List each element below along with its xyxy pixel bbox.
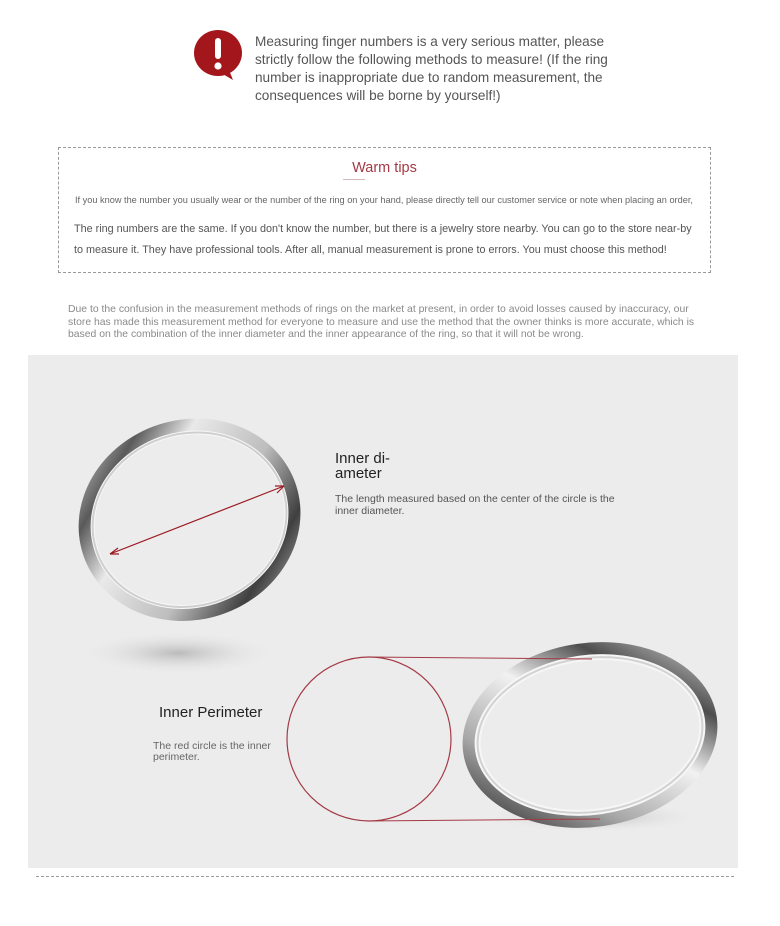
bottom-divider xyxy=(36,876,734,877)
warm-tips-box xyxy=(58,147,711,273)
ring1 xyxy=(52,390,327,649)
inner-perimeter-circle xyxy=(287,657,451,821)
warm-tips-intro: If you know the number you usually wear or the number of the ring on your hand, please directly tell our customer service or note when placing an order, xyxy=(75,195,693,205)
warning-text: Measuring finger numbers is a very serious matter, please strictly follow the following methods to measure! (If the ring number is inappropriate due to random measurement, the consequences will be borne by yourself!) xyxy=(255,34,608,103)
measurement-note: Due to the confusion in the measurement methods of rings on the market at present, in order to avoid losses caused by inaccuracy, our store has made this measurement method for everyone to measure and use the method that the owner thinks is more accurate, which is based on the combination of the inner diameter and the inner appearance of the ring, so that it will not be wrong. xyxy=(68,304,695,341)
inner-perimeter-title: Inner Perimeter xyxy=(159,704,263,721)
ring-illustration xyxy=(28,355,738,868)
ring1-shadow xyxy=(78,631,278,675)
warm-tips-underline xyxy=(343,179,365,180)
exclamation-bubble-icon xyxy=(193,29,243,81)
warm-tips-title: Warm tips xyxy=(352,160,417,176)
inner-diameter-title: Inner di- ameter xyxy=(335,450,391,482)
inner-perimeter-description: The red circle is the inner perimeter. xyxy=(153,740,271,763)
inner-diameter-description: The length measured based on the center of the circle is the inner diameter. xyxy=(335,493,615,517)
warm-tips-body: The ring numbers are the same. If you don't know the number, but there is a jewelry store nearby. You can go to the store near-by to measure it. They have professional tools. After all, manual measurement is prone to errors. You must choose this method! xyxy=(74,223,692,256)
